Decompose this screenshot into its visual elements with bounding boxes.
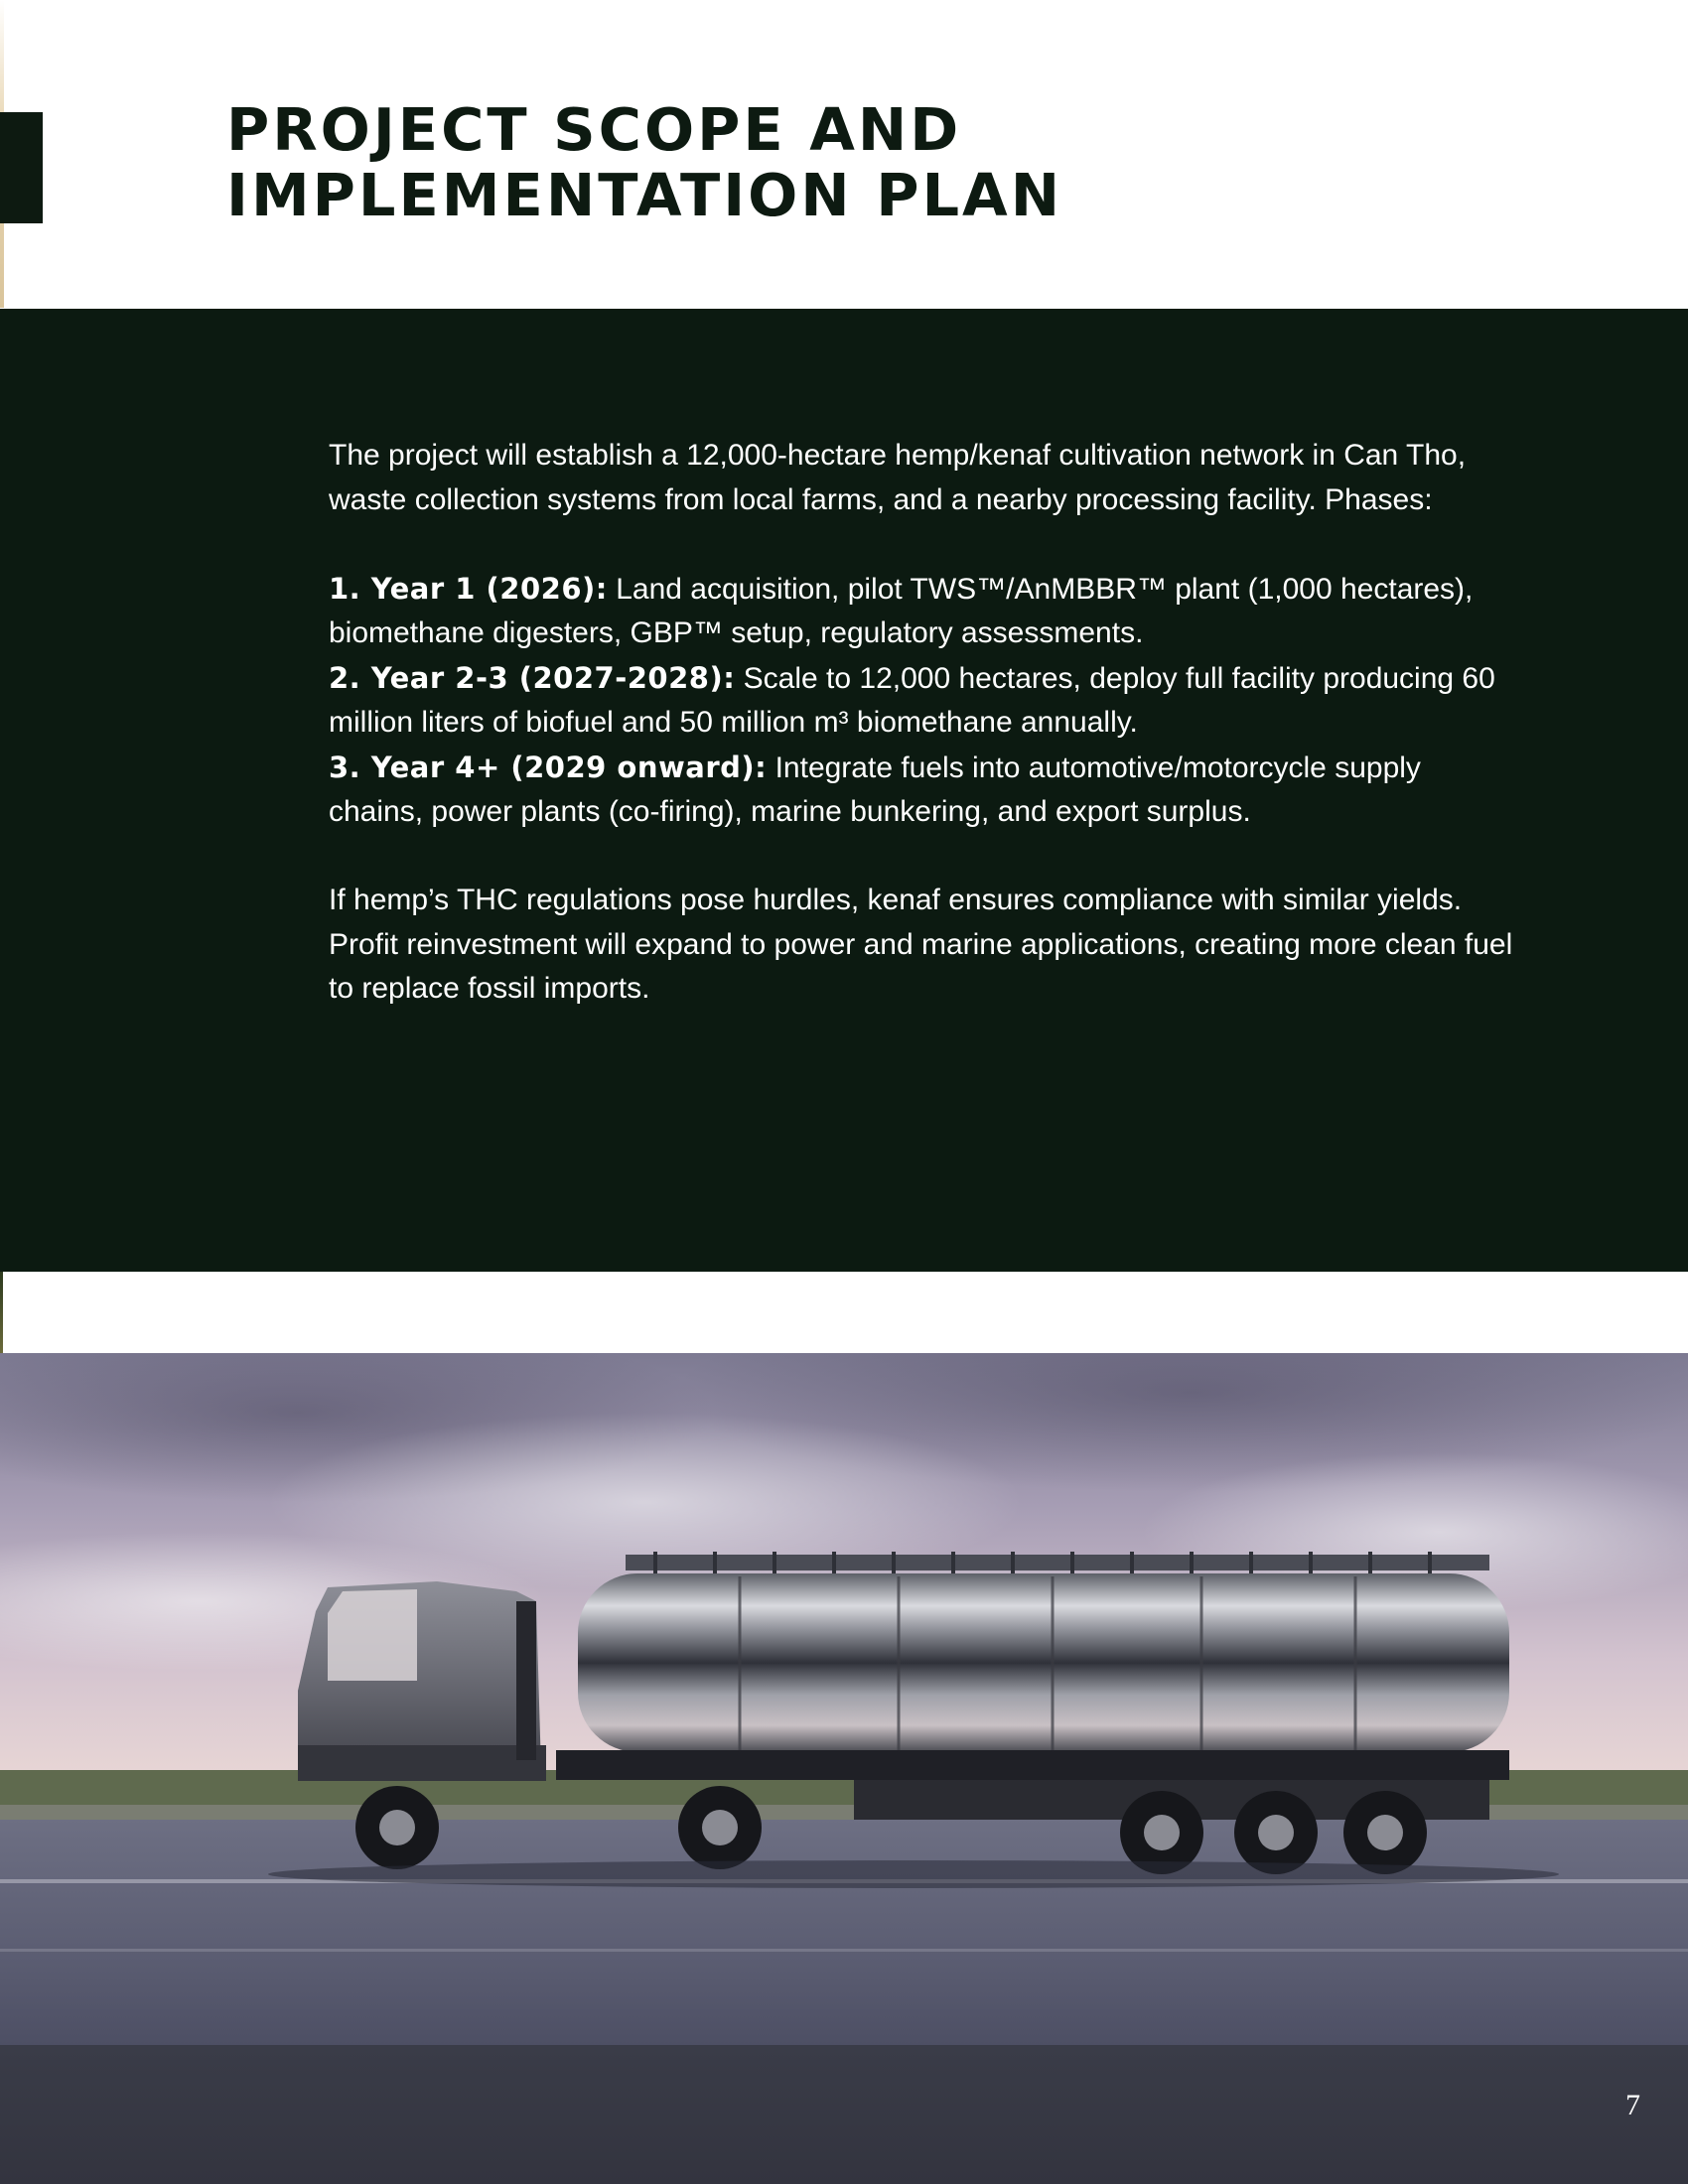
phase-label: 2. Year 2-3 (2027-2028):	[329, 660, 736, 695]
page-title	[226, 97, 1517, 228]
phase-item	[329, 567, 1520, 656]
footer-strip	[0, 2045, 1688, 2184]
phase-label: 1. Year 1 (2026):	[329, 571, 608, 606]
page-title-line-1: PROJECT SCOPE AND	[226, 95, 962, 164]
content-panel	[0, 309, 1688, 1272]
paragraph-spacer	[329, 522, 1520, 567]
body-text	[329, 434, 1520, 1012]
phase-text: Land acquisition, pilot TWS™/AnMBBR™ plant (1,000 hectares), biomethane digesters, GBP™ setup, regulatory assessments.	[329, 572, 1474, 649]
phase-label: 3. Year 4+ (2029 onward):	[329, 750, 768, 784]
page-edge-decoration	[0, 1272, 3, 1353]
phase-item	[329, 746, 1520, 835]
paragraph-spacer	[329, 835, 1520, 880]
page-title-line-2: IMPLEMENTATION PLAN	[226, 161, 1063, 229]
title-accent-bar	[0, 112, 43, 223]
closing-paragraph: If hemp’s THC regulations pose hurdles, kenaf ensures compliance with similar yields. Profit reinvestment will expand to power and marine applications, creating more clean fuel to replace fossil imports.	[329, 884, 1513, 1005]
phase-text: Integrate fuels into automotive/motorcycle supply chains, power plants (co-firing), marine bunkering, and export surplus.	[329, 751, 1421, 828]
tanker-truck-photo	[0, 1353, 1688, 2108]
intro-paragraph: The project will establish a 12,000-hectare hemp/kenaf cultivation network in Can Tho, waste collection systems from local farms, and a nearby processing facility. Phases:	[329, 439, 1467, 516]
phase-text: Scale to 12,000 hectares, deploy full facility producing 60 million liters of biofuel and 50 million m³ biomethane annually.	[329, 661, 1495, 739]
page-number: 7	[1625, 2089, 1640, 2121]
phase-item	[329, 656, 1520, 746]
